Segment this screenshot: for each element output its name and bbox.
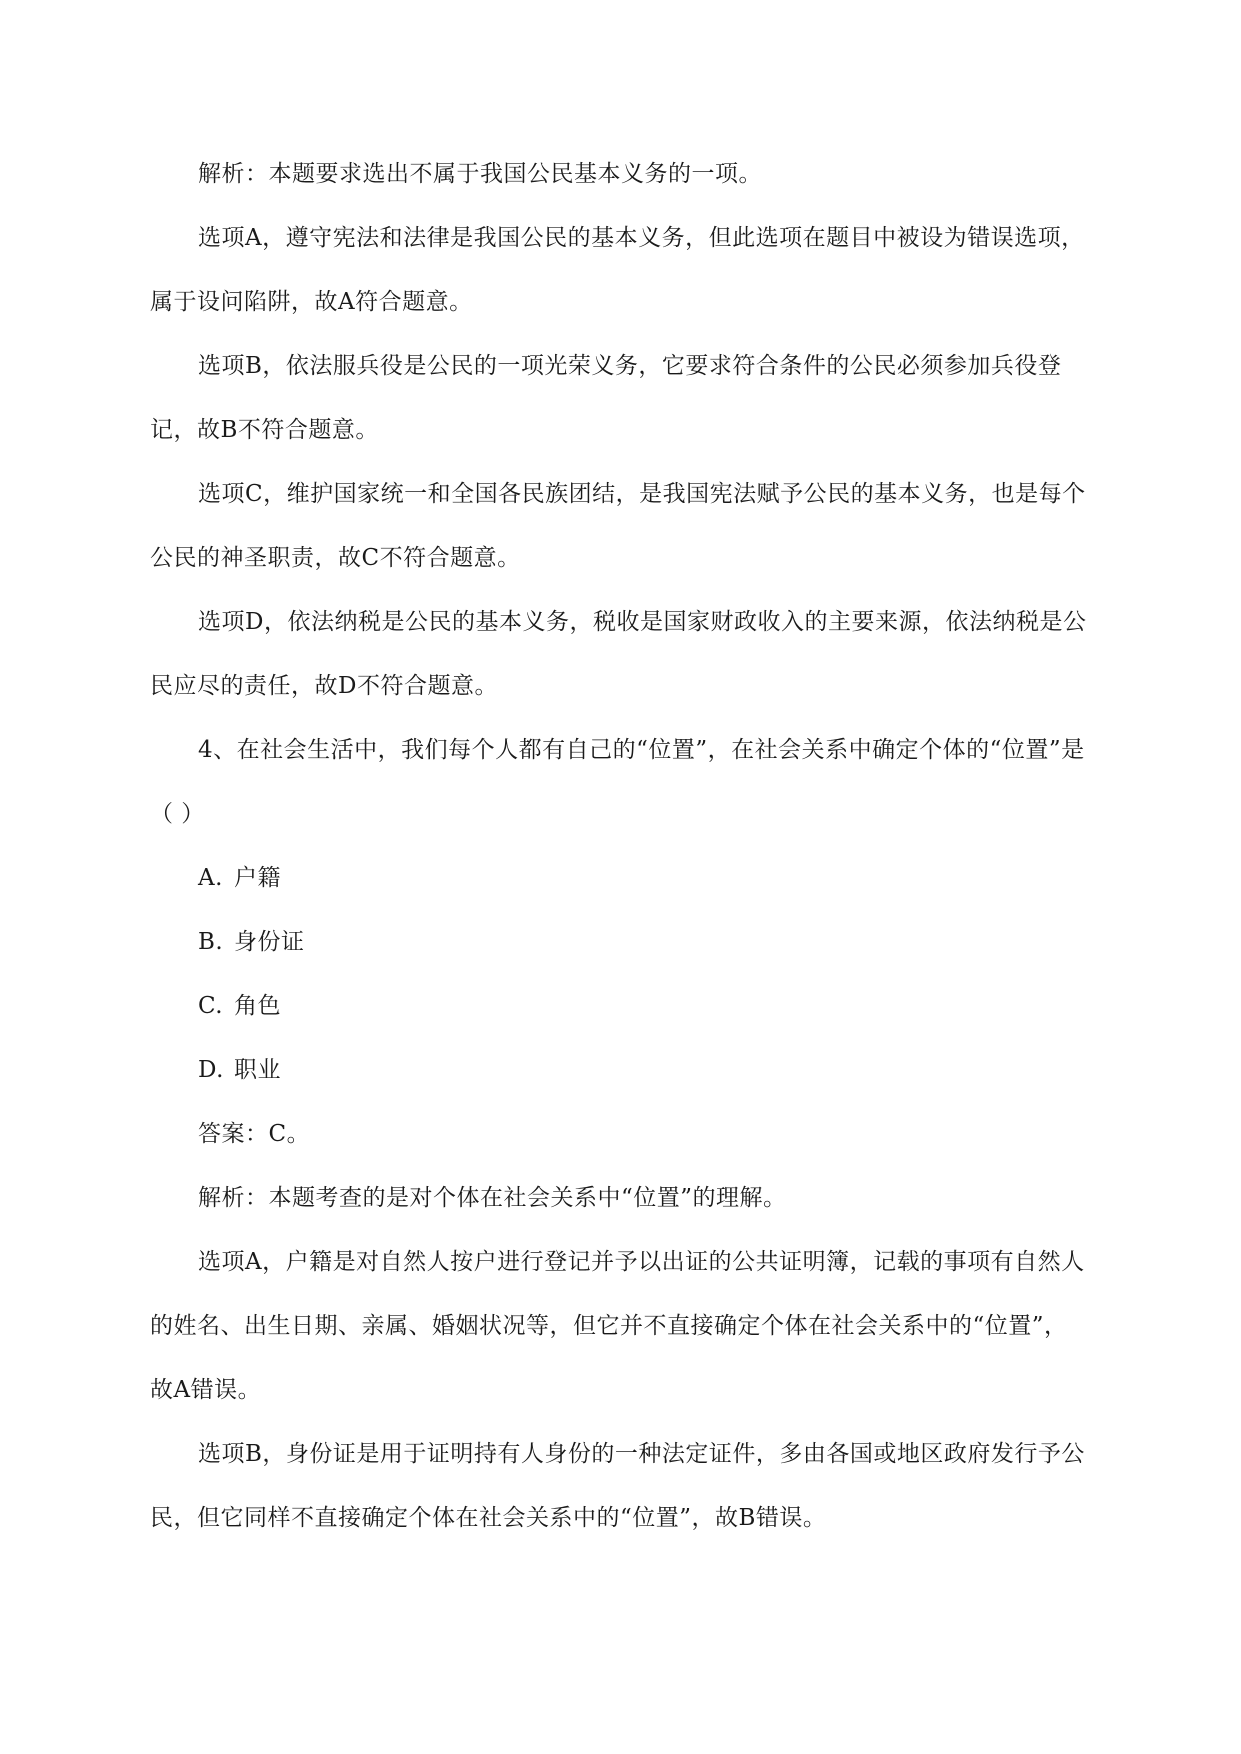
option-letter: B.: [198, 929, 224, 955]
option-letter: C.: [198, 993, 224, 1019]
option-letter: A.: [198, 865, 223, 891]
option-text: 身份证: [234, 929, 305, 955]
analysis-paragraph: 解析：本题考查的是对个体在社会关系中“位置”的理解。: [198, 1185, 787, 1211]
option-b-explanation: 选项B，身份证是用于证明持有人身份的一种法定证件，多由各国或地区政府发行予公民，但它同样不直接确定个体在社会关系中的“位置”，故B错误。: [150, 1441, 1085, 1531]
option-d-explanation: 选项D，依法纳税是公民的基本义务，税收是国家财政收入的主要来源，依法纳税是公民应尽的责任，故D不符合题意。: [150, 609, 1087, 699]
option-text: 职业: [234, 1057, 281, 1083]
option-a-explanation: 选项A，遵守宪法和法律是我国公民的基本义务，但此选项在题目中被设为错误选项，属于设问陷阱，故A符合题意。: [150, 225, 1085, 315]
document-body: [150, 142, 1090, 1550]
answer-option-c: [150, 974, 1090, 1038]
option-b-explanation: 选项B，依法服兵役是公民的一项光荣义务，它要求符合条件的公民必须参加兵役登记，故B不符合题意。: [150, 353, 1062, 443]
analysis-paragraph: 解析：本题要求选出不属于我国公民基本义务的一项。: [198, 161, 762, 187]
answer-option-d: [150, 1038, 1090, 1102]
option-letter: D.: [198, 1057, 224, 1083]
option-c-explanation: 选项C，维护国家统一和全国各民族团结，是我国宪法赋予公民的基本义务，也是每个公民的神圣职责，故C不符合题意。: [150, 481, 1086, 571]
answer-line: 答案：C。: [198, 1121, 311, 1147]
question-text: 4、在社会生活中，我们每个人都有自己的“位置”，在社会关系中确定个体的“位置”是（ ）: [150, 737, 1085, 827]
option-text: 角色: [234, 993, 281, 1019]
option-a-explanation: 选项A，户籍是对自然人按户进行登记并予以出证的公共证明簿，记载的事项有自然人的姓名、出生日期、亲属、婚姻状况等，但它并不直接确定个体在社会关系中的“位置”，故A错误。: [150, 1249, 1085, 1403]
answer-option-a: [150, 846, 1090, 910]
answer-option-b: [150, 910, 1090, 974]
option-text: 户籍: [234, 865, 281, 891]
